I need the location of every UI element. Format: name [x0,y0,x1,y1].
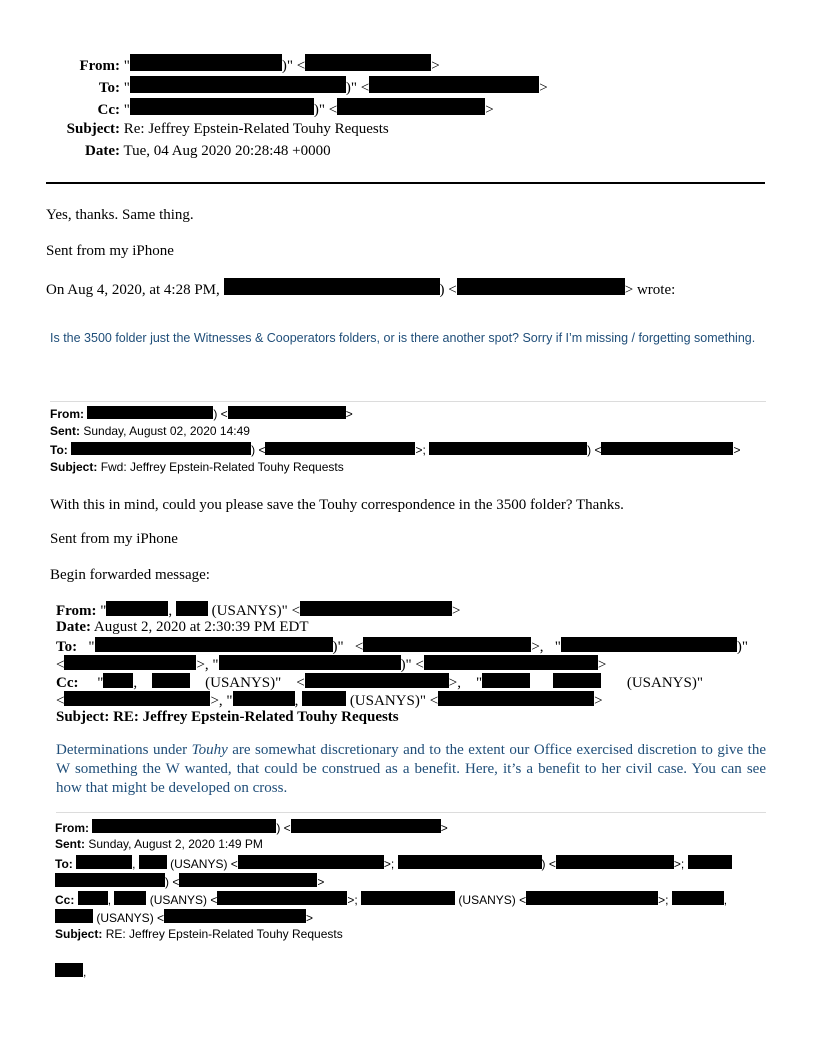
usanys: (USANYS)" [626,675,703,691]
redaction [361,891,455,905]
usanys: (USANYS)" [211,603,288,619]
subject-value: RE: Jeffrey Epstein-Related Touhy Requests [105,927,343,941]
redaction [176,601,208,616]
usanys: (USANYS)" [205,675,282,691]
redaction [95,637,333,652]
usanys: (USANYS) [170,857,228,871]
from-label: From: [79,58,120,74]
fwd-divider [56,812,766,813]
redaction [64,691,210,706]
email2-from-row: From: ) < > [50,407,353,421]
redaction [291,819,441,833]
redaction [424,655,598,670]
redaction [55,909,93,923]
cc-label: Cc: [56,675,79,691]
redaction [238,855,384,869]
redaction [103,673,133,688]
fwd-to-row: To: " )" < >, " )" [56,639,749,655]
redaction [233,691,295,706]
fwd-cc-row: Cc: " , (USANYS)" < >, " (USANYS)" [56,675,703,691]
redaction [363,637,531,652]
redaction [152,673,190,688]
email3-cc-row-cont: (USANYS) < > [55,909,313,926]
email2-sent-row [50,424,250,439]
email3-from-row: From: ) < > [55,821,448,835]
redaction [92,819,276,833]
redaction [224,278,440,295]
redaction [337,98,485,115]
header-from-row: From: " )" < > [0,54,440,75]
redaction [228,406,346,419]
cc-label: Cc: [55,893,75,907]
quote-divider [50,401,766,402]
to-label: To: [98,80,120,96]
reply-signature: Sent from my iPhone [46,243,174,259]
redaction [78,891,108,905]
from-label: From: [50,407,84,421]
email3-to-row-cont: ) < > [55,873,324,890]
redaction [179,873,317,887]
redaction [106,601,168,616]
email2-to-row: To: ) < >; ) < > [50,443,741,457]
usanys: (USANYS) [96,911,154,925]
salutation: , [55,963,86,980]
to-label: To: [56,639,78,655]
redaction [369,76,539,93]
header-divider [46,182,765,184]
quoted-body: Is the 3500 folder just the Witnesses & Cooperators folders, or is there another spot? Sorry if I’m missing / forgetting something. [50,331,756,345]
redaction [219,655,401,670]
email3-sent-row [55,837,263,852]
redaction [688,855,732,869]
quote-attribution: On Aug 4, 2020, at 4:28 PM, ) < > wrote: [46,278,675,299]
fwd-body-pre: Determinations under [56,742,192,758]
redaction [71,442,251,455]
redaction [55,963,83,977]
to-label: To: [55,857,73,871]
fwd-date-row [56,619,309,635]
email2-body-line1: With this in mind, could you please save the Touhy correspondence in the 3500 folder? Thanks. [50,497,624,513]
fwd-subject-row [56,709,399,725]
subject-value: Fwd: Jeffrey Epstein-Related Touhy Requests [100,460,344,474]
email3-subject-row [55,927,343,942]
redaction [561,637,737,652]
fwd-cc-row-cont: < >, " , (USANYS)" < > [56,693,603,709]
email2-body-line3: Begin forwarded message: [50,567,210,583]
date-label: Date: [85,143,120,159]
usanys: (USANYS) [458,893,516,907]
header-subject-row [0,120,389,138]
redaction [55,873,165,887]
redaction [305,54,431,71]
attribution-prefix: On Aug 4, 2020, at 4:28 PM, [46,282,220,298]
redaction [130,54,282,71]
subject-label: Subject: [55,927,103,941]
redaction [305,673,449,688]
fwd-body-italic: Touhy [191,742,228,758]
date-value: Tue, 04 Aug 2020 20:28:48 +0000 [123,143,331,159]
cc-label: Cc: [97,102,120,118]
fwd-from-row: From: " , (USANYS)" < > [56,603,461,619]
email3-to-row: To: , (USANYS) < >; ) < >; [55,855,732,872]
redaction [114,891,146,905]
subject-label: Subject: [56,709,110,725]
date-label: Date: [56,619,91,635]
redaction [130,98,314,115]
email2-subject-row [50,460,344,475]
redaction [130,76,346,93]
date-value: August 2, 2020 at 2:30:39 PM EDT [93,619,309,635]
redaction [139,855,167,869]
from-label: From: [56,603,97,619]
from-label: From: [55,821,89,835]
fwd-body-post: are somewhat discretionary and to the extent our Office exercised discretion to give the W something the W wanted, that could be construed as a benefit. Here, it’s a benefit to her civil case. You can see how that might be developed on cross. [56,742,766,796]
redaction [300,601,452,616]
header-cc-row: Cc: " )" < > [0,98,494,119]
redaction [302,691,346,706]
redaction [76,855,132,869]
redaction [672,891,724,905]
usanys: (USANYS) [149,893,208,907]
redaction [265,442,415,455]
redaction [553,673,601,688]
redaction [601,442,733,455]
sent-label: Sent: [55,837,85,851]
subject-label: Subject: [66,121,120,137]
redaction [556,855,674,869]
redaction [429,442,587,455]
sent-value: Sunday, August 2, 2020 1:49 PM [88,837,263,851]
subject-label: Subject: [50,460,98,474]
redaction [164,909,306,923]
redaction [398,855,542,869]
redaction [438,691,594,706]
attribution-suffix: > wrote: [624,282,676,298]
fwd-to-row-cont: < >, " )" < > [56,657,607,673]
to-label: To: [50,443,68,457]
usanys: (USANYS)" [349,693,426,709]
sent-value: Sunday, August 02, 2020 14:49 [83,424,250,438]
redaction [217,891,347,905]
fwd-body [56,741,766,798]
sent-label: Sent: [50,424,80,438]
redaction [482,673,530,688]
redaction [64,655,196,670]
redaction [457,278,625,295]
header-to-row: To: " )" < > [0,76,548,97]
email2-body-line2: Sent from my iPhone [50,531,178,547]
redaction [526,891,658,905]
subject-value: Re: Jeffrey Epstein-Related Touhy Requests [123,121,389,137]
header-date-row [0,142,331,160]
email3-cc-row: Cc: , (USANYS) < >; (USANYS) < >; , [55,893,728,907]
redaction [87,406,213,419]
subject-value: RE: Jeffrey Epstein-Related Touhy Requests [113,709,399,725]
reply-line: Yes, thanks. Same thing. [46,207,194,223]
